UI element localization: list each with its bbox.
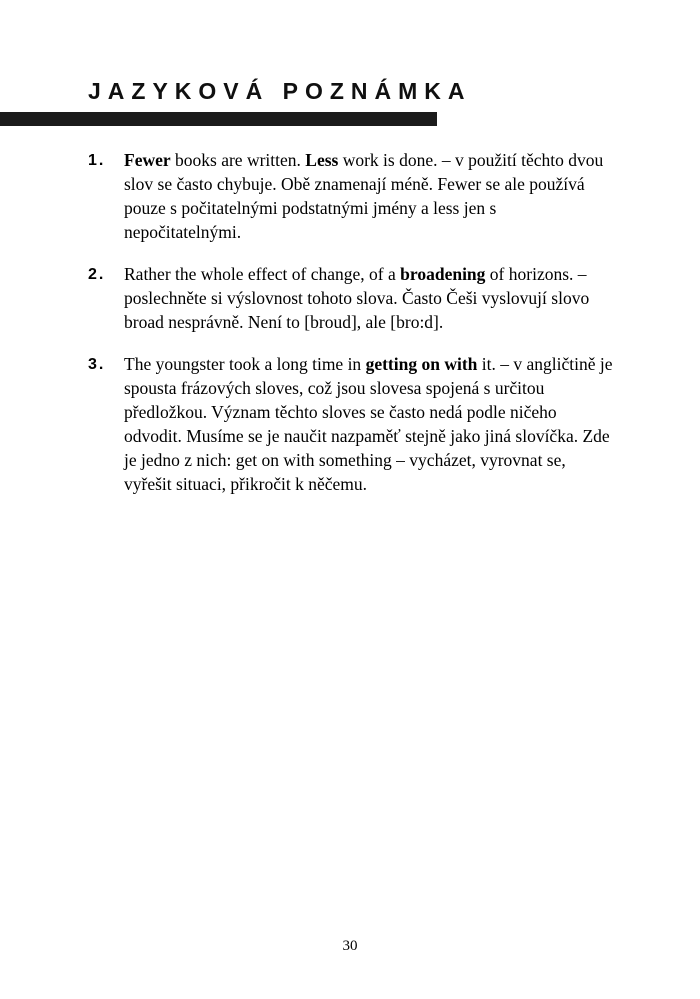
list-item <box>88 148 614 244</box>
item-text: The youngster took a long time in getting on with it. – v angličtině je spousta frázových sloves, což jsou slovesa spojená s určitou předložkou. Význam těchto sloves se často nedá podle ničeho odvodit. Musíme se je naučit nazpaměť stejně jako jiná slovíčka. Zde je jedno z nich: get on with something – vycházet, vyrovnat se, vyřešit situaci, přikročit k něčemu. <box>124 354 613 494</box>
page-title: JAZYKOVÁ POZNÁMKA <box>88 78 472 104</box>
item-number: 2. <box>88 266 106 283</box>
numbered-list <box>88 148 614 514</box>
item-number: 3. <box>88 356 106 373</box>
item-text: Rather the whole effect of change, of a broadening of horizons. – poslechněte si výslovnost tohoto slova. Často Češi vyslovují slovo broad nesprávně. Není to [broud], ale [bro:d]. <box>124 264 590 332</box>
page-number: 30 <box>342 938 358 954</box>
item-text: Fewer books are written. Less work is done. – v použití těchto dvou slov se často chybuje. Obě znamenají méně. Fewer se ale používá pouze s počitatelnými podstatnými jmény a less jen s nepočitatelnými. <box>124 150 604 242</box>
list-item <box>88 352 614 496</box>
list-item <box>88 262 614 334</box>
item-number: 1. <box>88 152 106 169</box>
heading-rule <box>0 112 437 126</box>
